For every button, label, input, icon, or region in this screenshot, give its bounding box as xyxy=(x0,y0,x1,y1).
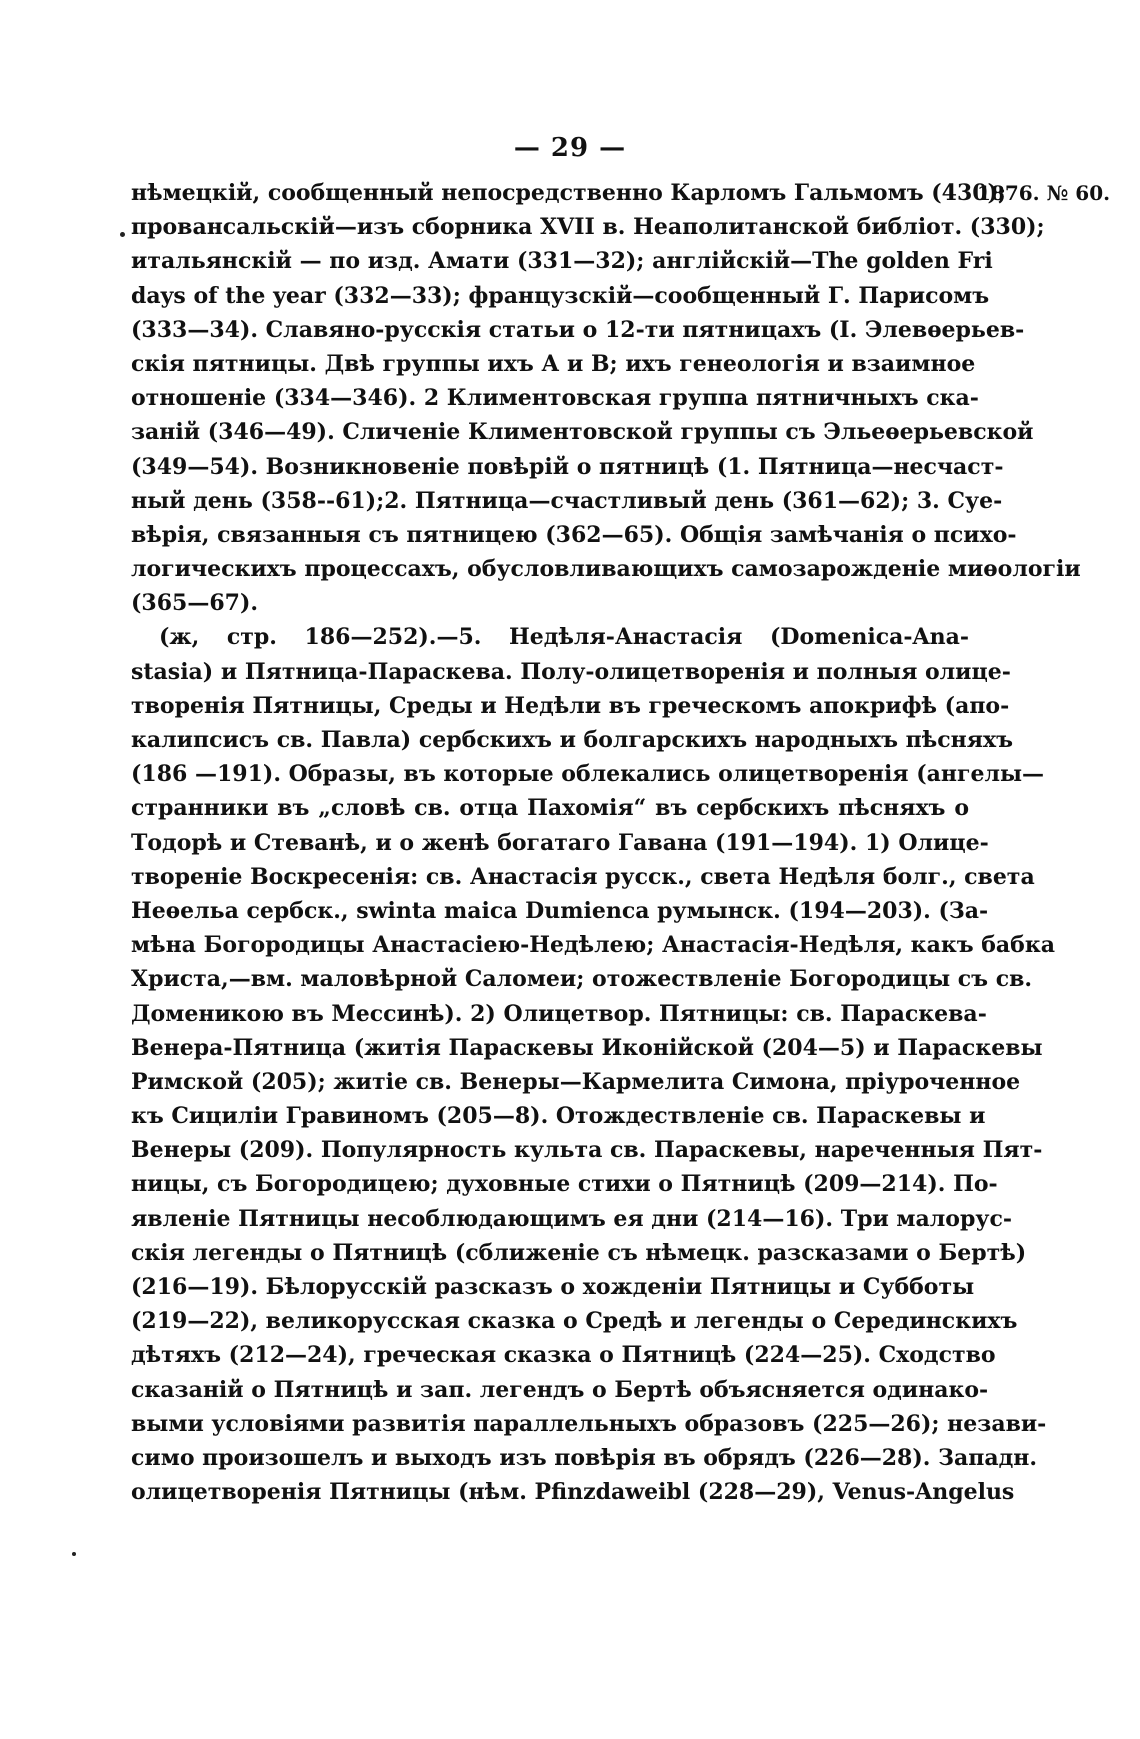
ink-speck xyxy=(72,1552,76,1556)
text-line: (219—22), великорусская сказка о Средѣ и легенды о Серединскихъ xyxy=(131,1308,1018,1335)
text-line: Венера-Пятница (житія Параскевы Иконійской (204—5) и Параскевы xyxy=(131,1034,1043,1061)
text-line: Венеры (209). Популярность культа св. Параскевы, нареченныя Пят- xyxy=(131,1137,1043,1164)
text-line: дѣтяхъ (212—24), греческая сказка о Пятницѣ (224—25). Сходство xyxy=(131,1342,996,1369)
text-line: days of the year (332—33); французскій—сообщенный Г. Парисомъ xyxy=(131,282,990,309)
text-line: симо произошелъ и выходъ изъ повѣрія въ обрядъ (226—28). Западн. xyxy=(131,1444,1037,1471)
text-line: вѣрія, связанныя съ пятницею (362—65). Общія замѣчанія о психо- xyxy=(131,521,1017,548)
text-line: отношеніе (334—346). 2 Климентовская группа пятничныхъ ска- xyxy=(131,385,979,412)
text-line: ный день (358--61);2. Пятница—счастливый день (361—62); 3. Суе- xyxy=(131,487,1003,514)
text-line: скія легенды о Пятницѣ (сближеніе съ нѣмецк. разсказами о Бертѣ) xyxy=(131,1239,1027,1266)
text-line: stasia) и Пятница-Параскева. Полу-олицетворенія и полныя олице- xyxy=(131,658,1011,685)
text-line: твореніе Воскресенія: св. Анастасія русск., света Недѣля болг., света xyxy=(131,863,1035,890)
text-line: (333—34). Славяно-русскія статьи о 12-ти пятницахъ (I. Элевѳерьев- xyxy=(131,316,1025,343)
text-line: къ Сициліи Гравиномъ (205—8). Отождествленіе св. Параскевы и xyxy=(131,1103,986,1130)
text-line: Римской (205); житіе св. Венеры—Кармелита Симона, пріуроченное xyxy=(131,1068,1021,1095)
text-line: провансальскій—изъ сборника XVII в. Неаполитанской библіот. (330); xyxy=(131,214,1045,241)
text-line: (349—54). Возникновеніе повѣрій о пятницѣ (1. Пятница—несчаст- xyxy=(131,453,1004,480)
text-line: заній (346—49). Сличеніе Климентовской группы съ Эльеѳерьевской xyxy=(131,419,1034,446)
text-line: (216—19). Бѣлорусскій разсказъ о хожденіи Пятницы и Субботы xyxy=(131,1274,975,1300)
text-line: Христа,—вм. маловѣрной Саломеи; отожествленіе Богородицы съ св. xyxy=(131,966,1033,993)
text-line: сказаній о Пятницѣ и зап. легендъ о Бертѣ объясняется одинако- xyxy=(131,1376,989,1403)
text-line: (186 —191). Образы, въ которые облекались олицетворенія (ангелы— xyxy=(131,761,1045,788)
text-line: Тодорѣ и Стеванѣ, и о женѣ богатаго Гавана (191—194). 1) Олице- xyxy=(131,829,989,856)
text-line: логическихъ процессахъ, обусловливающихъ самозарожденіе миѳологіи xyxy=(131,556,1081,583)
text-line: Неѳельа сербск., swinta maica Dumienca румынск. (194—203). (За- xyxy=(131,897,989,924)
text-line: олицетворенія Пятницы (нѣм. Pfinzdaweibl (228—29), Venus-Angelus xyxy=(131,1479,1015,1506)
text-line: выми условіями развитія параллельныхъ образовъ (225—26); незави- xyxy=(131,1410,1047,1437)
text-line: калипсисъ св. Павла) сербскихъ и болгарскихъ народныхъ пѣсняхъ xyxy=(131,727,1013,753)
text-line: (365—67). xyxy=(131,590,259,617)
text-line: нѣмецкій, сообщенный непосредственно Карломъ Гальмомъ (430); xyxy=(131,180,1007,206)
page-number: — 29 — xyxy=(513,133,627,163)
ink-speck xyxy=(120,232,125,237)
text-line: ницы, съ Богородицею; духовные стихи о Пятницѣ (209—214). По- xyxy=(131,1171,998,1198)
text-line: Доменикою въ Мессинѣ). 2) Олицетвор. Пятницы: св. Параскева- xyxy=(131,1000,987,1027)
text-line: странники въ „словѣ св. отца Пахомія“ въ сербскихъ пѣсняхъ о xyxy=(131,795,969,822)
text-line: скія пятницы. Двѣ группы ихъ А и В; ихъ генеологія и взаимное xyxy=(131,350,976,377)
text-line: творенія Пятницы, Среды и Недѣли въ греческомъ апокрифѣ (апо- xyxy=(131,692,1010,719)
text-line: итальянскій — по изд. Амати (331—32); англійскій—The golden Fri xyxy=(131,248,993,275)
margin-note: 1876. № 60. xyxy=(977,181,1111,205)
text-line: мѣна Богородицы Анастасіею-Недѣлею; Анастасія-Недѣля, какъ бабка xyxy=(131,932,1055,959)
text-line: (ж, стр. 186—252).—5. Недѣля-Анастасія (Domenica-Ana- xyxy=(159,624,969,651)
text-line: явленіе Пятницы несоблюдающимъ ея дни (214—16). Три малорус- xyxy=(131,1205,1012,1232)
